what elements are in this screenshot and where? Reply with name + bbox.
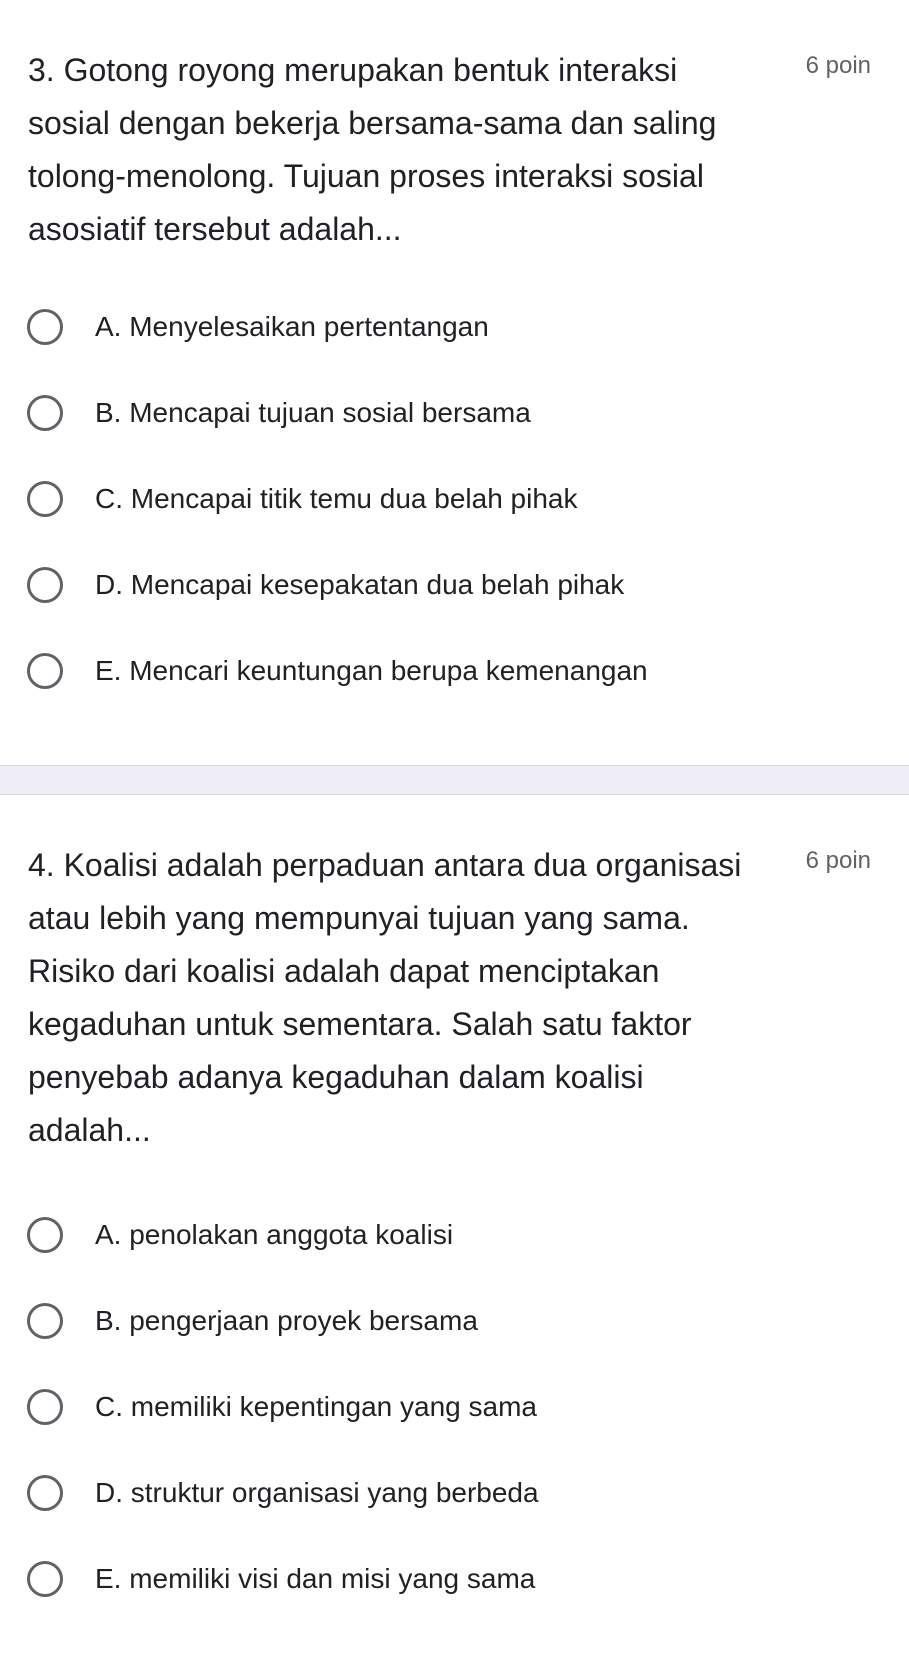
question-header [28,44,888,256]
radio-button-icon[interactable] [27,309,63,345]
option-d[interactable] [0,542,909,628]
option-c[interactable] [0,1364,909,1450]
question-card-4 [0,795,909,1659]
option-label: B. pengerjaan proyek bersama [95,1305,478,1336]
radio-button-icon[interactable] [27,481,63,517]
radio-button-icon[interactable] [27,1561,63,1597]
option-a[interactable] [0,1192,909,1278]
option-d[interactable] [0,1450,909,1536]
option-label: B. Mencapai tujuan sosial bersama [95,397,531,428]
section-divider [0,765,909,795]
answer-options [0,1192,909,1622]
option-label: E. memiliki visi dan misi yang sama [95,1563,536,1594]
question-points: 6 poin [805,847,871,874]
option-b[interactable] [0,1278,909,1364]
answer-options [0,284,909,714]
option-label: E. Mencari keuntungan berupa kemenangan [95,655,648,686]
radio-button-icon[interactable] [27,567,63,603]
radio-button-icon[interactable] [27,395,63,431]
question-text: 4. Koalisi adalah perpaduan antara dua organisasi atau lebih yang mempunyai tujuan yang sama. Risiko dari koalisi adalah dapat menciptakan kegaduhan untuk sementara. Salah satu faktor penyebab adanya kegaduhan dalam koalisi adalah... [28,847,742,1148]
option-label: D. Mencapai kesepakatan dua belah pihak [95,569,625,600]
option-e[interactable] [0,628,909,714]
radio-button-icon[interactable] [27,1303,63,1339]
radio-button-icon[interactable] [27,1389,63,1425]
question-header [28,839,888,1157]
question-points: 6 poin [805,52,871,79]
radio-button-icon[interactable] [27,1475,63,1511]
option-e[interactable] [0,1536,909,1622]
option-label: C. memiliki kepentingan yang sama [95,1391,537,1422]
radio-button-icon[interactable] [27,653,63,689]
option-label: A. Menyelesaikan pertentangan [95,311,489,342]
question-card-3 [0,0,909,765]
radio-button-icon[interactable] [27,1217,63,1253]
option-c[interactable] [0,456,909,542]
option-a[interactable] [0,284,909,370]
option-label: A. penolakan anggota koalisi [95,1219,454,1250]
question-text: 3. Gotong royong merupakan bentuk interaksi sosial dengan bekerja bersama-sama dan saling tolong-menolong. Tujuan proses interaksi sosial asosiatif tersebut adalah... [28,52,717,247]
option-label: C. Mencapai titik temu dua belah pihak [95,483,578,514]
option-label: D. struktur organisasi yang berbeda [95,1477,539,1508]
option-b[interactable] [0,370,909,456]
